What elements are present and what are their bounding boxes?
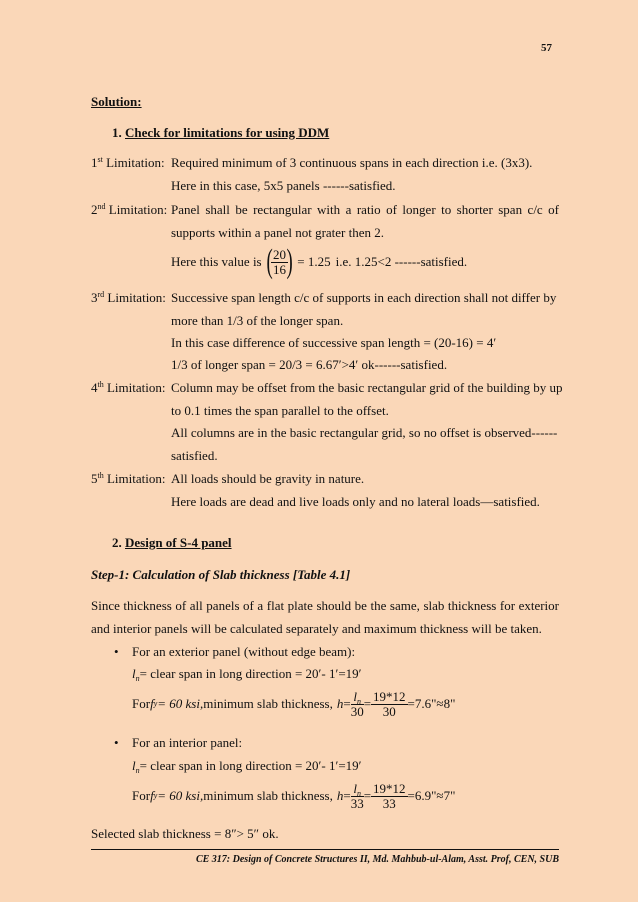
limitation-5-line-1: All loads should be gravity in nature. xyxy=(171,471,365,486)
section-2-number: 2. xyxy=(112,535,122,550)
footer-rule xyxy=(91,849,559,850)
bullet-icon: • xyxy=(114,644,119,659)
limitation-3-line-2: more than 1/3 of the longer span. xyxy=(171,313,344,328)
footer-text: CE 317: Design of Concrete Structures II, Md. Mahbub-ul-Alam, Asst. Prof, CEN, SUB xyxy=(195,854,559,865)
limitation-4-label: 4th Limitation: xyxy=(91,380,166,395)
section-2-heading xyxy=(112,535,232,551)
limitation-3-line-1: Successive span length c/c of supports in each direction shall not differ by xyxy=(171,290,557,305)
limitation-3-label: 3rd Limitation: xyxy=(91,290,166,305)
interior-thickness-equation: For f y = 60 ksi, minimum slab thickness, h = $\frac{l_n}{33}$ = $\frac{19*12}{33}$ =6.9"≈7" xyxy=(132,780,456,811)
limitation-4-line-2: to 0.1 times the span parallel to the offset. xyxy=(171,403,389,418)
limitation-1-line-2: Here in this case, 5x5 panels ------satisfied. xyxy=(171,178,396,193)
ratio-equation xyxy=(171,242,467,282)
interior-ln-line: $l_n=$ clear span in long direction = 20′- 1′=19′ xyxy=(132,758,362,775)
paragraph-line-1: Since thickness of all panels of a flat plate should be the same, slab thickness for exterior xyxy=(91,598,559,613)
page-number: 57 xyxy=(541,42,552,54)
limitation-2-line-2: supports within a panel not grater then 2. xyxy=(171,225,385,240)
limitation-3-line-3: In this case difference of successive span length = (20-16) = 4′ xyxy=(171,335,497,350)
exterior-fraction-2: $\frac{19*12}{30}$ xyxy=(373,688,406,719)
section-1-heading xyxy=(112,125,329,141)
exterior-ln-line: $l_n=$ clear span in long direction = 20′- 1′=19′ xyxy=(132,666,362,683)
limitation-2-line-1: Panel shall be rectangular with a ratio of longer to shorter span c/c of xyxy=(171,202,559,217)
right-paren-icon: ) xyxy=(286,243,293,280)
paragraph-line-2: and interior panels will be calculated separately and maximum thickness will be taken. xyxy=(91,621,542,636)
ratio-suffix: i.e. 1.25<2 ------satisfied. xyxy=(335,254,468,269)
left-paren-icon: ( xyxy=(266,243,273,280)
exterior-thickness-equation: For f y = 60 ksi, minimum slab thickness, h = $\frac{l_n}{30}$ = $\frac{19*12}{30}$ =7.6"≈8" xyxy=(132,688,456,719)
exterior-fraction-1: $\frac{l_n}{30}$ xyxy=(350,688,364,719)
solution-heading: Solution: xyxy=(91,94,142,109)
limitation-5-line-2: Here loads are dead and live loads only and no lateral loads—satisfied. xyxy=(171,494,540,509)
ratio-denominator: 16 xyxy=(272,261,286,277)
interior-bullet-text: For an interior panel: xyxy=(132,735,243,750)
limitation-3-line-4: 1/3 of longer span = 20/3 = 6.67′>4′ ok------satisfied. xyxy=(171,357,448,372)
limitation-4-line-1: Column may be offset from the basic rectangular grid of the building by up xyxy=(171,380,563,395)
limitation-1-label: 1st Limitation: xyxy=(91,155,165,170)
ratio-result: = 1.25 xyxy=(297,254,331,269)
section-1-number: 1. xyxy=(112,125,122,140)
limitation-4-line-3: All columns are in the basic rectangular grid, so no offset is observed------ xyxy=(171,425,558,440)
interior-fraction-1: $\frac{l_n}{33}$ xyxy=(350,780,364,811)
interior-fraction-2: $\frac{19*12}{33}$ xyxy=(373,780,406,811)
limitation-1-line-1: Required minimum of 3 continuous spans in each direction i.e. (3x3). xyxy=(171,155,533,170)
ratio-numerator: 20 xyxy=(272,246,286,262)
limitation-4-line-4: satisfied. xyxy=(171,448,218,463)
ratio-fraction xyxy=(271,248,288,277)
bullet-icon: • xyxy=(114,735,119,750)
exterior-bullet-text: For an exterior panel (without edge beam): xyxy=(132,644,356,659)
section-2-title: Design of S-4 panel xyxy=(125,535,232,550)
section-1-title: Check for limitations for using DDM xyxy=(125,125,330,140)
selected-thickness: Selected slab thickness = 8″> 5″ ok. xyxy=(91,826,279,841)
step-1-heading: Step-1: Calculation of Slab thickness [Table 4.1] xyxy=(91,567,351,582)
limitation-2-label: 2nd Limitation: xyxy=(91,202,168,217)
limitation-5-label: 5th Limitation: xyxy=(91,471,166,486)
ratio-prefix: Here this value is xyxy=(171,254,262,269)
